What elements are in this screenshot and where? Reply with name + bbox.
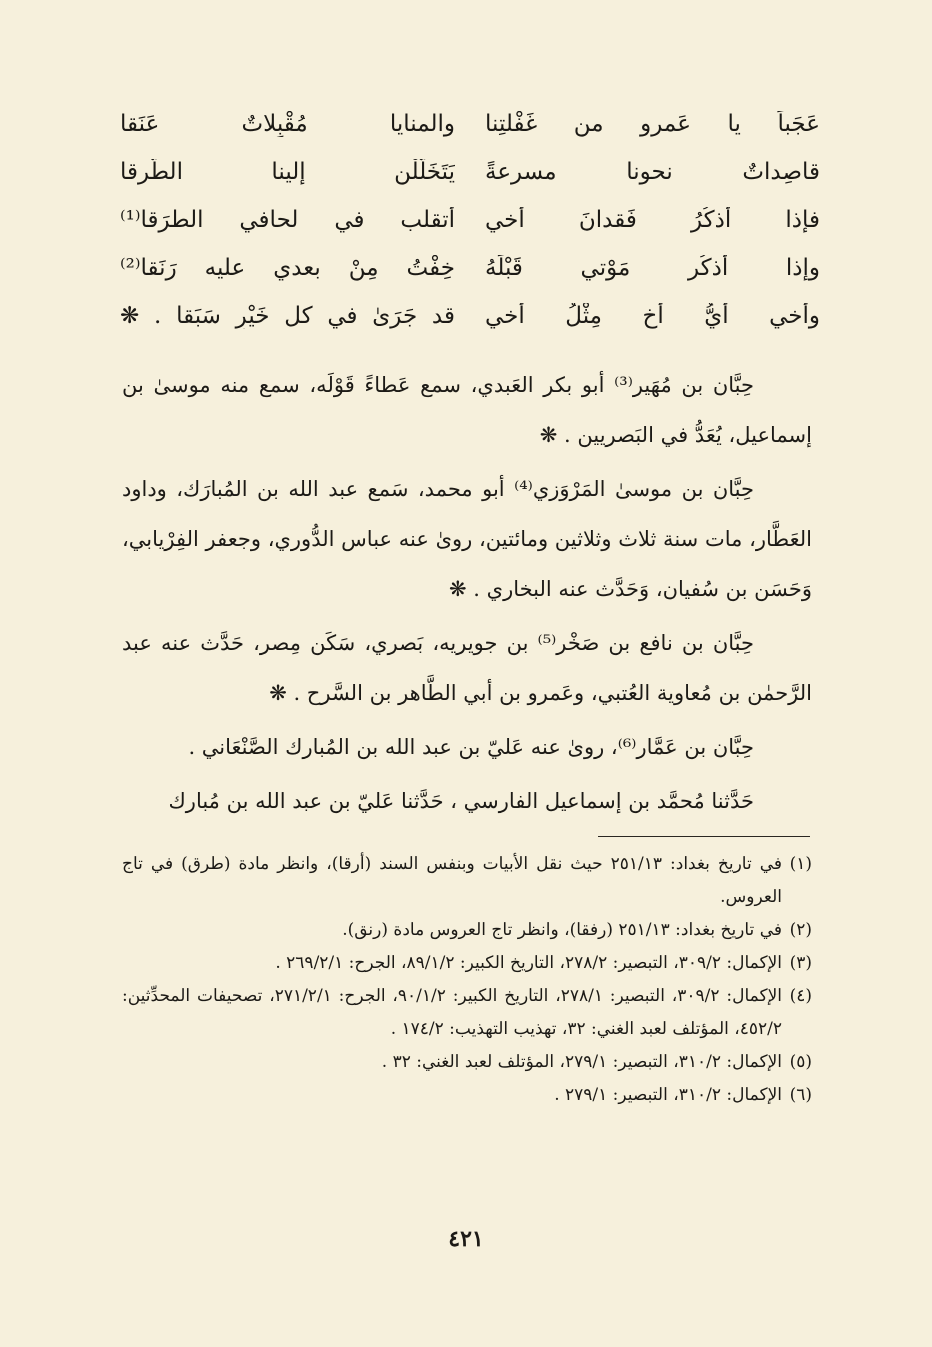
entry-paragraph: حِبَّان بن موسىٰ المَرْوَزي⁽⁴⁾ أبو محمد، سَمع عبد الله بن المُبارَك، وداود العَطَّار، مات سنة ثلاث وثلاثين ومائتين، روىٰ عنه عباس الدُّوري، وجعفر الفِرْيابي، وَحَسَن بن سُفيان، وَحَدَّث عنه البخاري . ❋ [122,477,812,601]
entry-paragraph: حَدَّثنا مُحمَّد بن إسماعيل الفارسي ، حَدَّثنا عَليّ بن عبد الله بن مُبارك [168,789,754,813]
footnote-number: (٦) [789,1085,812,1105]
footnote-number: (٣) [789,953,812,973]
footnote [122,914,812,947]
footnote-text: الإكمال: ٣٠٩/٢، التبصير: ٢٧٨/٢، التاريخ الكبير: ٨٩/١/٢، الجرح: ٢٦٩/٢/١ . [275,953,782,973]
poem-verse [120,292,820,340]
footnotes [122,848,812,1112]
footnote-number: (٢) [789,920,812,940]
footnote-number: (١) [789,854,812,874]
verse-first-hemistich: وإذا أذكُر مَوْتي قَبْلَهُ [485,255,820,281]
page-number: ٤٢١ [448,1226,484,1252]
verse-first-hemistich: عَجَباً يا عَمرو من غَفْلتِنا [485,111,820,137]
biographical-entries [122,360,812,830]
entry-paragraph: حِبَّان بن عَمَّار⁽⁶⁾، روىٰ عنه عَليّ بن عبد الله بن المُبارك الصَّنْعَاني . [188,735,754,759]
footnote-number: (٤) [789,986,812,1006]
footnote [122,980,812,1046]
footnote-text: الإكمال: ٣١٠/٢، التبصير: ٢٧٩/١، المؤتلف لعبد الغني: ٣٢ . [381,1052,782,1072]
footnote [122,848,812,914]
footnote-text: الإكمال: ٣١٠/٢، التبصير: ٢٧٩/١ . [554,1085,782,1105]
footnote [122,1046,812,1079]
poem-verse [120,196,820,244]
verse-first-hemistich: وأخي أيُّ أخٍ مِثْلُ أخي [485,303,820,329]
entry-paragraph: حِبَّان بن نافع بن صَخْر⁽⁵⁾ بن جويريه، بَصري، سَكَن مِصر، حَدَّث عنه عبد الرَّحمٰن بن مُعاوية العُتبي، وعَمرو بن أبي الطَّاهر بن السَّرح . ❋ [122,631,812,705]
verse-second-hemistich: قد جَرَىٰ في كل خَيْرٍ سَبَقا . ❋ [120,303,455,329]
footnote [122,1079,812,1112]
verse-first-hemistich: فإذا أذكُرُ فَقدانَ أخي [485,207,820,233]
footnote-number: (٥) [789,1052,812,1072]
entry-paragraph: حِبَّان بن مُهَير⁽³⁾ أبو بكر العَبدي، سمع عَطاءً قَوْلَه، سمع منه موسىٰ بن إسماعيل، يُعَدُّ في البَصريين . ❋ [122,373,812,447]
verse-second-hemistich: يَتَخَلَّلْن إلينا الطُّرقا [120,159,455,185]
poem-block [120,100,820,340]
footnote-text: في تاريخ بغداد: ٢٥١/١٣ (رفقا)، وانظر تاج العروس مادة (رنق). [342,920,782,940]
verse-first-hemistich: قاصِداتٌ نحونا مسرعةً [485,159,820,185]
footnote-text: في تاريخ بغداد: ٢٥١/١٣ حيث نقل الأبيات وبنفس السند (أرقا)، وانظر مادة (طرق) في تاج العروس. [122,854,782,907]
poem-verse [120,100,820,148]
poem-verse [120,148,820,196]
footnote [122,947,812,980]
verse-second-hemistich: أتقلب في لحافي الطرَقا⁽¹⁾ [120,207,455,233]
poem-verse [120,244,820,292]
footnote-divider [598,836,810,837]
verse-second-hemistich: والمنايا مُقْبِلاتٌ عَنَقا [120,111,455,137]
footnote-text: الإكمال: ٣٠٩/٢، التبصير: ٢٧٨/١، التاريخ الكبير: ٩٠/١/٢، الجرح: ٢٧١/٢/١، تصحيفات المحدِّثين: ٤٥٢/٢، المؤتلف لعبد الغني: ٣٢، تهذيب التهذيب: ١٧٤/٢ . [122,986,782,1039]
verse-second-hemistich: خِفْتُ مِنْ بعدي عليه رَنَقا⁽²⁾ [120,255,455,281]
